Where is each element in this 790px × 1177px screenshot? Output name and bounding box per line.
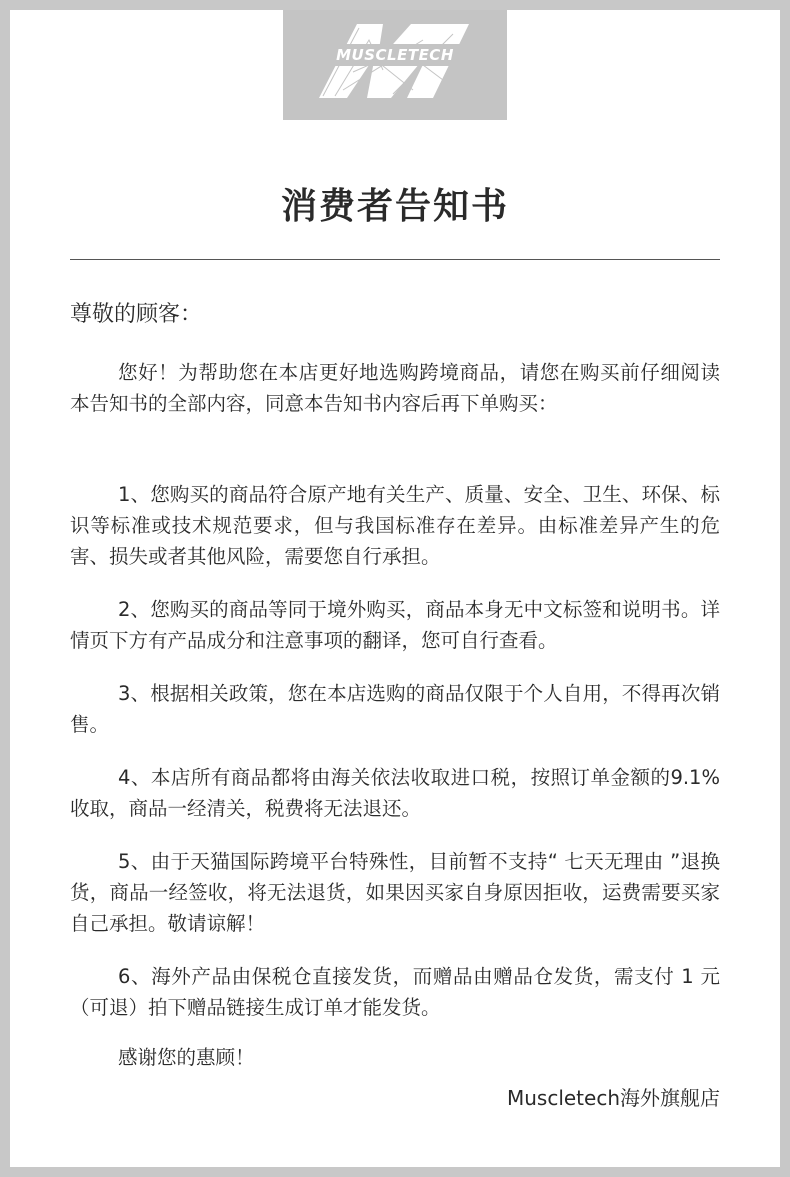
notice-item-5: 5、由于天猫国际跨境平台特殊性，目前暂不支持“ 七天无理由 ”退换货，商品一经签收，将无法退货，如果因买家自身原因拒收，运费需要买家自己承担。敬请谅解！ bbox=[70, 850, 720, 935]
logo-wordmark: MUSCLETECH bbox=[336, 46, 454, 64]
intro-paragraph: 您好！为帮助您在本店更好地选购跨境商品，请您在购买前仔细阅读本告知书的全部内容，同意本告知书内容后再下单购买： bbox=[70, 361, 720, 415]
thanks-text: 感谢您的惠顾！ bbox=[118, 1046, 255, 1069]
greeting: 尊敬的顾客： bbox=[70, 302, 203, 327]
notice-item-6: 6、海外产品由保税仓直接发货，而赠品由赠品仓发货，需支付 1 元（可退）拍下赠品链接生成订单才能发货。 bbox=[70, 965, 720, 1019]
notice-item-4: 4、本店所有商品都将由海关依法收取进口税，按照订单金额的9.1% 收取，商品一经清关，税费将无法退还。 bbox=[70, 766, 720, 820]
logo-m-icon bbox=[283, 10, 507, 120]
notice-item-1: 1、您购买的商品符合原产地有关生产、质量、安全、卫生、环保、标识等标准或技术规范要求，但与我国标准存在差异。由标准差异产生的危害、损失或者其他风险，需要您自行承担。 bbox=[70, 483, 720, 568]
notice-card bbox=[10, 10, 780, 1167]
title-divider bbox=[70, 259, 720, 260]
notice-item-3: 3、根据相关政策，您在本店选购的商品仅限于个人自用，不得再次销售。 bbox=[70, 682, 720, 736]
store-signature: Muscletech海外旗舰店 bbox=[506, 1086, 720, 1110]
brand-logo bbox=[283, 10, 507, 120]
notice-item-2: 2、您购买的商品等同于境外购买，商品本身无中文标签和说明书。详情页下方有产品成分和注意事项的翻译，您可自行查看。 bbox=[70, 598, 720, 652]
page-title: 消费者告知书 bbox=[280, 186, 509, 227]
